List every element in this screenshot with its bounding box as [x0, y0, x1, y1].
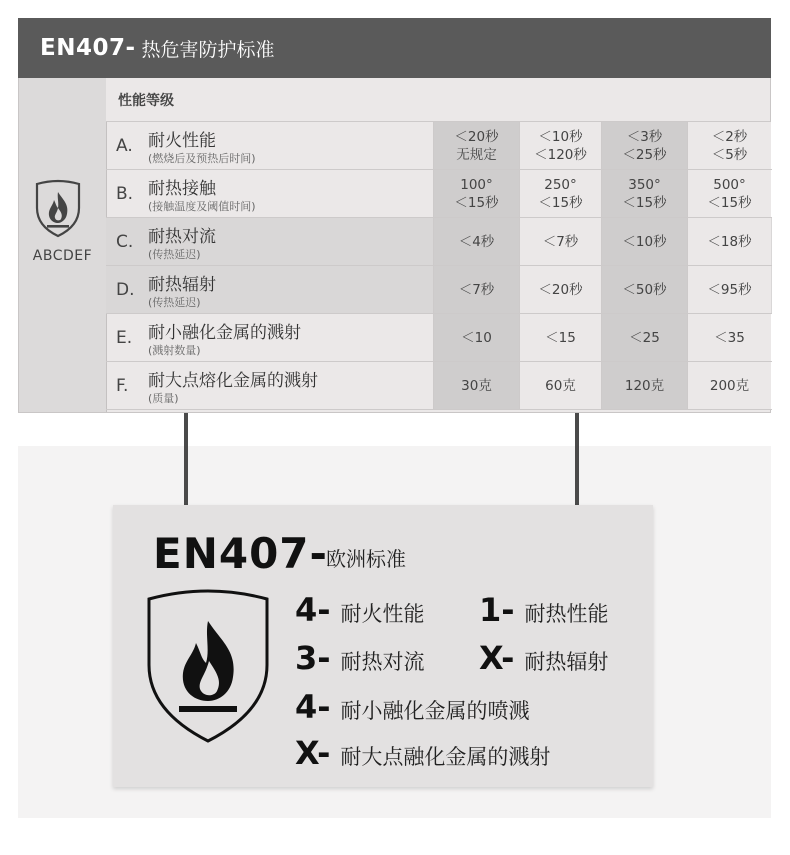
rating-standard: 欧洲标准 [326, 547, 406, 571]
rating-level: 4- [295, 688, 331, 726]
table-cell: ＜25 [601, 314, 687, 361]
table-cell: ＜15 [519, 314, 601, 361]
rating-level: 1- [479, 591, 515, 629]
table-cell: ＜7秒 [433, 266, 519, 313]
rating-item [295, 639, 425, 677]
header-code: EN407- [40, 35, 136, 61]
left-column [19, 78, 107, 412]
rating-label: 耐大点融化金属的溅射 [340, 745, 551, 769]
rating-label-card [113, 505, 653, 787]
table-cell: ＜7秒 [519, 218, 601, 265]
rating-level: X- [479, 639, 515, 677]
rating-level: 4- [295, 591, 331, 629]
rating-item [295, 591, 425, 629]
table-row [106, 122, 772, 170]
table-row [106, 218, 772, 266]
table-cell: ＜95秒 [687, 266, 771, 313]
row-letter: C. [116, 232, 134, 252]
table-cell: ＜10 [433, 314, 519, 361]
table-cell: ＜20秒 无规定 [433, 122, 519, 169]
rating-label: 耐火性能 [340, 602, 425, 626]
connector-line-right [575, 413, 579, 505]
row-subtitle: (燃烧后及预热后时间) [148, 152, 256, 165]
row-letter: B. [116, 184, 134, 204]
standard-code-label: ABCDEF [32, 248, 93, 264]
row-letter: F. [116, 376, 129, 396]
table-cell: 120克 [601, 362, 687, 409]
rating-level: 3- [295, 639, 331, 677]
table-cell: 250° ＜15秒 [519, 170, 601, 217]
rating-item [295, 734, 550, 772]
table-cell: 350° ＜15秒 [601, 170, 687, 217]
rating-label: 耐小融化金属的喷溅 [340, 699, 530, 723]
table-cell: 30克 [433, 362, 519, 409]
row-letter: A. [116, 136, 133, 156]
table-row [106, 170, 772, 218]
header-bar [18, 18, 771, 78]
row-letter: D. [116, 280, 135, 300]
row-subtitle: (传热延迟) [148, 248, 201, 261]
table-cell: ＜35 [687, 314, 771, 361]
row-subtitle: (接触温度及阈值时间) [148, 200, 256, 213]
rating-item [479, 639, 608, 677]
table-row [106, 314, 772, 362]
row-letter: E. [116, 328, 133, 348]
row-subtitle: (传热延迟) [148, 296, 201, 309]
table-cell: ＜18秒 [687, 218, 771, 265]
row-name: 耐小融化金属的溅射 [148, 323, 301, 343]
table-row [106, 266, 772, 314]
table-cell: ＜3秒 ＜25秒 [601, 122, 687, 169]
row-name: 耐热接触 [148, 179, 216, 199]
rating-item [295, 688, 530, 726]
table-row [106, 362, 772, 410]
table-cell: 60克 [519, 362, 601, 409]
row-subtitle: (质量) [148, 392, 179, 405]
flame-shield-icon [143, 585, 273, 745]
header-title: 热危害防护标准 [141, 38, 275, 61]
table-cell: ＜20秒 [519, 266, 601, 313]
rating-code: EN407- [153, 529, 328, 578]
table-cell: 100° ＜15秒 [433, 170, 519, 217]
rating-level: X- [295, 734, 331, 772]
flame-shield-icon [33, 178, 83, 238]
rating-label: 耐热对流 [340, 650, 425, 674]
row-name: 耐火性能 [148, 131, 216, 151]
table-cell: ＜50秒 [601, 266, 687, 313]
table-cell: ＜10秒 ＜120秒 [519, 122, 601, 169]
table-cell: ＜4秒 [433, 218, 519, 265]
rating-label: 耐热性能 [524, 602, 609, 626]
table-cell: ＜10秒 [601, 218, 687, 265]
performance-level-title: 性能等级 [106, 78, 770, 122]
performance-table [18, 78, 771, 413]
row-name: 耐大点熔化金属的溅射 [148, 371, 318, 391]
row-name: 耐热辐射 [148, 275, 216, 295]
table-cell: 200克 [687, 362, 771, 409]
rating-label: 耐热辐射 [524, 650, 609, 674]
table-cell: ＜2秒 ＜5秒 [687, 122, 771, 169]
rating-item [479, 591, 609, 629]
connector-line-left [184, 413, 188, 505]
table-cell: 500° ＜15秒 [687, 170, 771, 217]
row-name: 耐热对流 [148, 227, 216, 247]
row-subtitle: (溅射数量) [148, 344, 201, 357]
